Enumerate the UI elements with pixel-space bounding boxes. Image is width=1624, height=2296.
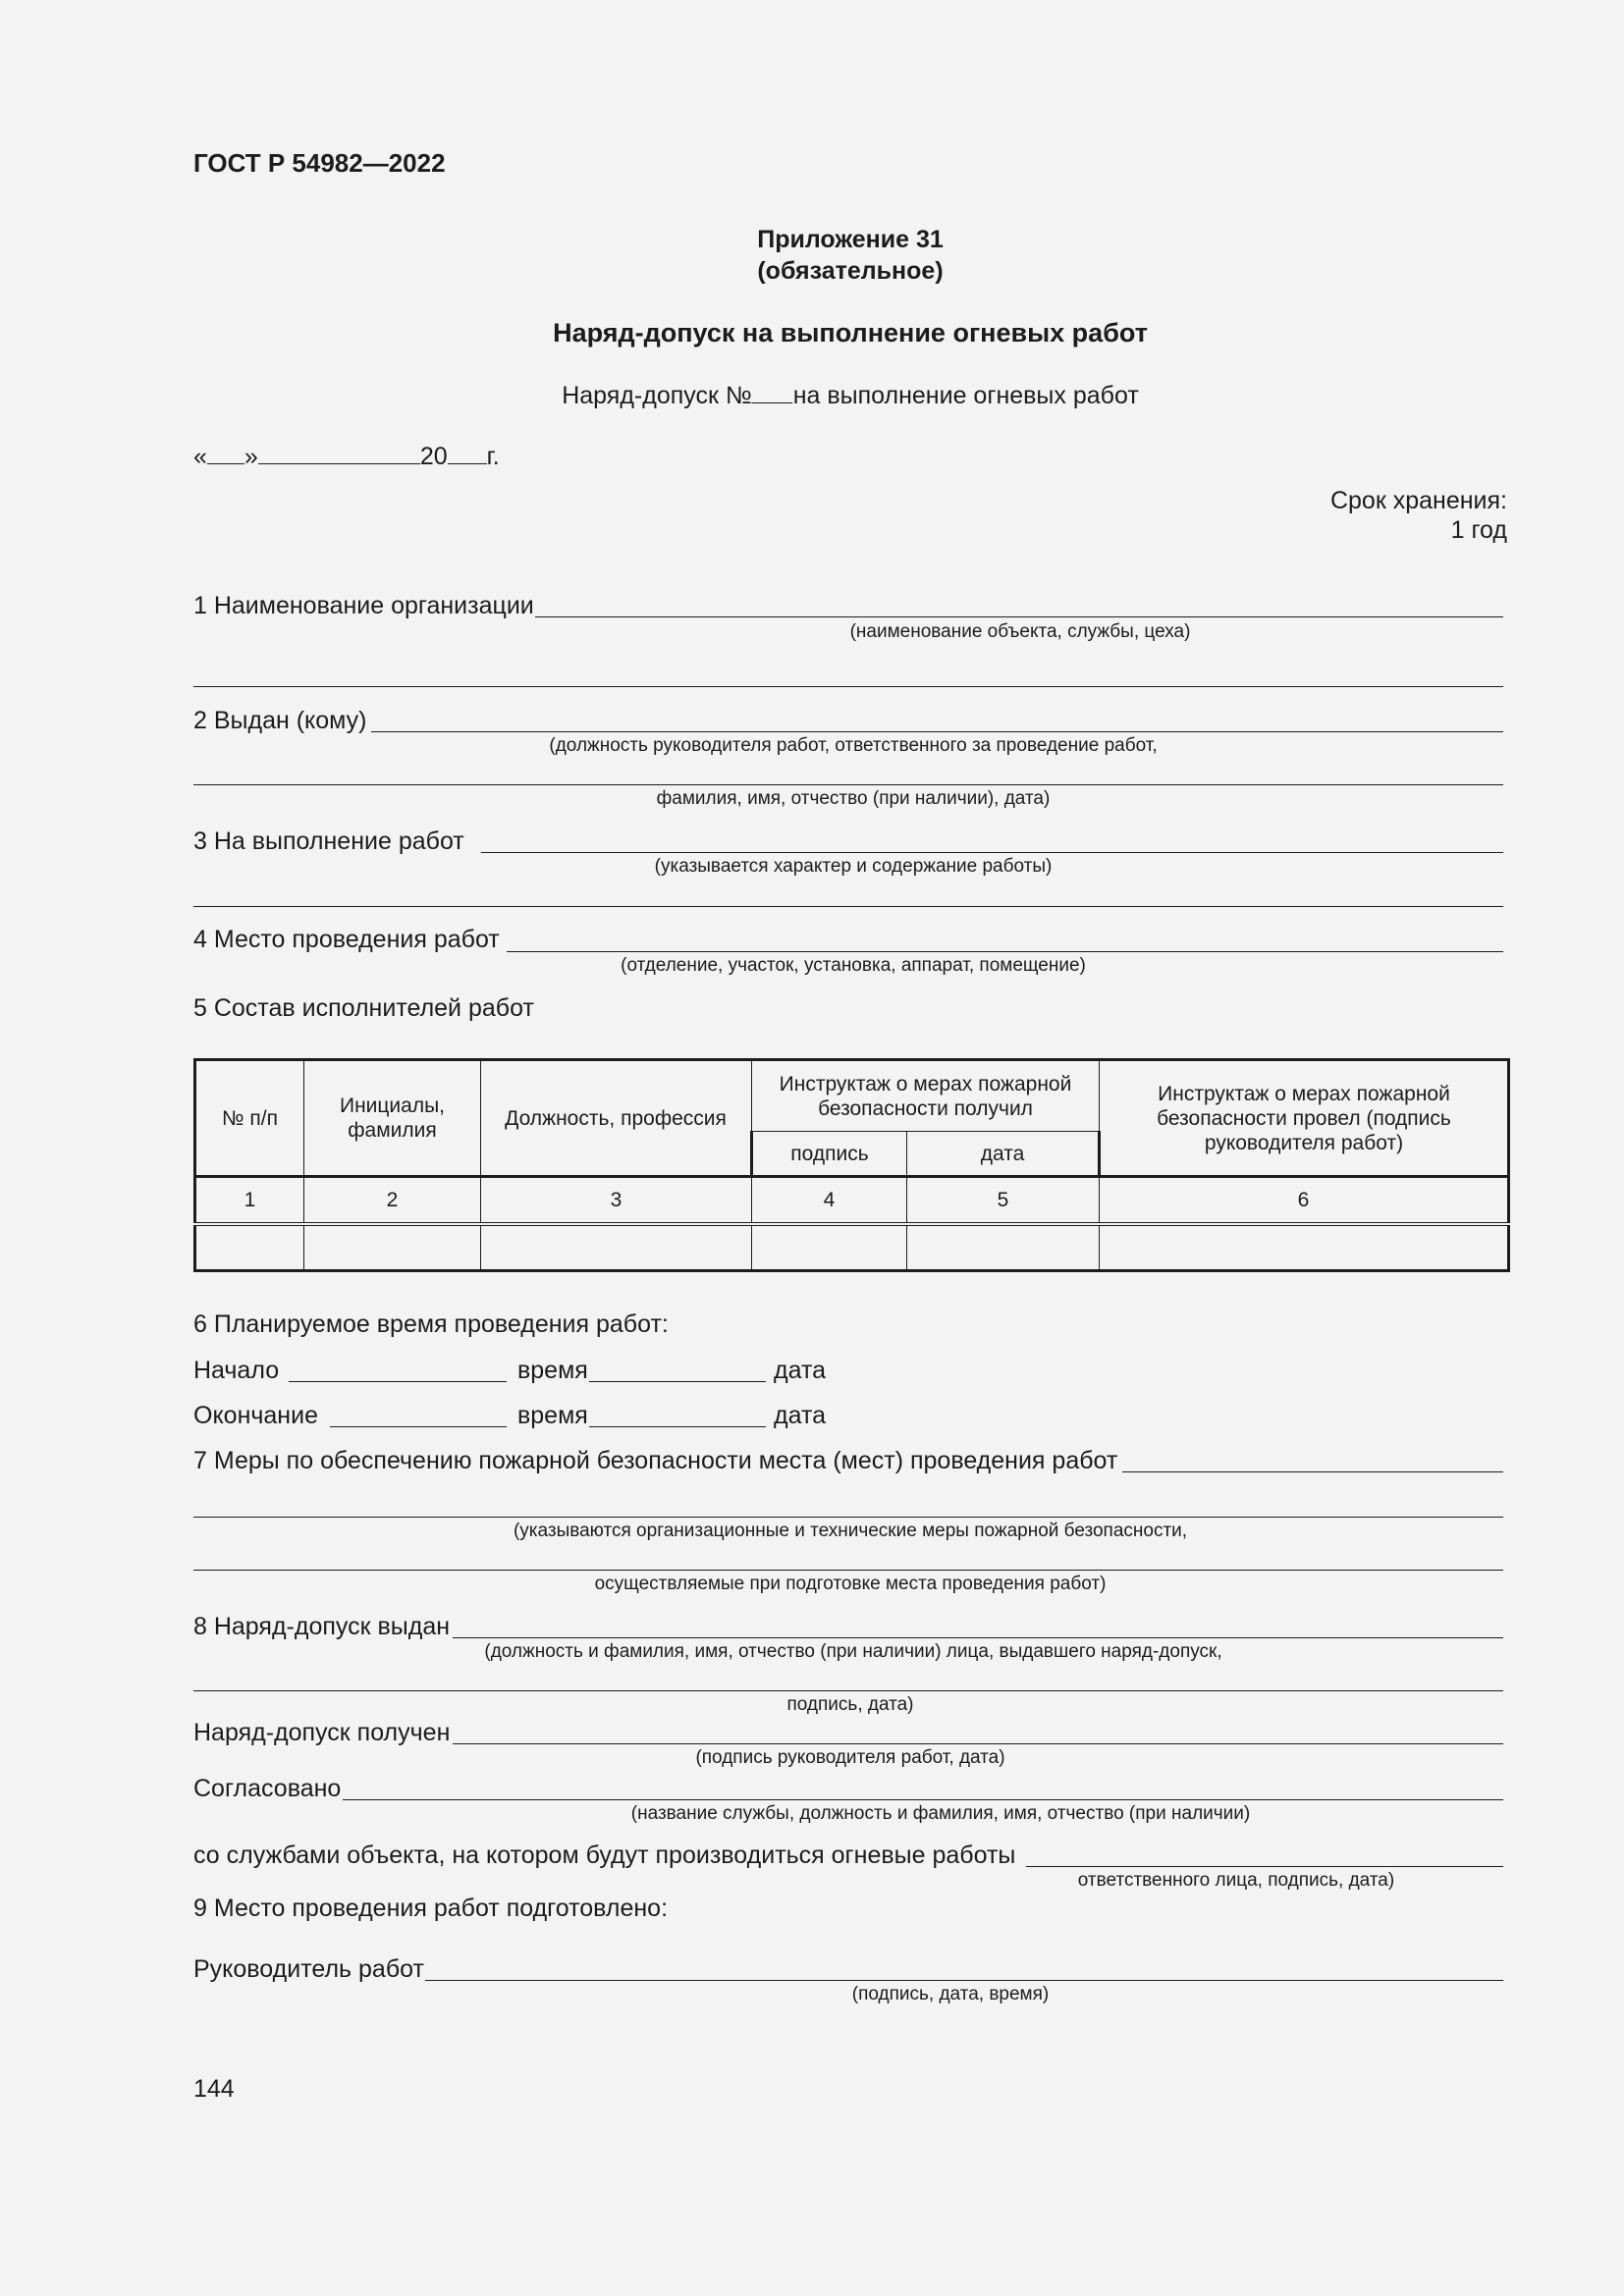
place-label: 4 Место проведения работ [193,926,500,953]
col-number-4: 4 [752,1177,907,1224]
col-number-2: 2 [304,1177,481,1224]
end-time-field[interactable] [330,1426,507,1427]
year-suffix: г. [486,443,500,470]
services-label: со службами объекта, на котором будут производиться огневые работы [193,1842,1016,1869]
prepared-label: 9 Место проведения работ подготовлено: [193,1895,669,1922]
appendix-status: (обязательное) [757,257,944,285]
month-field[interactable] [258,442,420,464]
th-initials: Инициалы, фамилия [304,1060,481,1177]
measures-label: 7 Меры по обеспечению пожарной безопасности места (мест) проведения работ [193,1447,1118,1474]
measures-hint2: осуществляемые при подготовке места проведения работ) [594,1574,1107,1594]
start-time-label: время [517,1357,588,1384]
end-date-field[interactable] [589,1426,766,1427]
received-label: Наряд-допуск получен [193,1719,451,1746]
col-number-3: 3 [481,1177,752,1224]
issued-to-field-cont[interactable] [193,784,1503,785]
organization-label: 1 Наименование организации [193,592,534,619]
measures-field-cont2[interactable] [193,1570,1503,1571]
end-label: Окончание [193,1402,318,1429]
work-label: 3 На выполнение работ [193,828,464,855]
services-hint: ответственного лица, подпись, дата) [1077,1870,1395,1891]
th-signature: подпись [752,1132,907,1177]
work-field[interactable] [481,852,1503,853]
permit-number-field[interactable] [752,381,793,403]
issued-label: 8 Наряд-допуск выдан [193,1613,451,1640]
agreed-field[interactable] [343,1799,1503,1800]
measures-field[interactable] [1122,1471,1503,1472]
issued-to-hint2: фамилия, имя, отчество (при наличии), дата) [656,788,1051,809]
issued-field-cont[interactable] [193,1690,1503,1691]
th-briefing-received: Инструктаж о мерах пожарной безопасности получил [752,1060,1100,1132]
day-field[interactable] [207,442,244,464]
date-line [193,442,500,471]
year-field[interactable] [448,442,487,464]
cell-signature[interactable] [752,1224,907,1271]
manager-label: Руководитель работ [193,1955,424,1983]
th-number: № п/п [195,1060,304,1177]
received-hint: (подпись руководителя работ, дата) [695,1747,1005,1768]
organization-hint: (наименование объекта, службы, цеха) [849,621,1191,642]
measures-hint1: (указываются организационные и технические меры пожарной безопасности, [513,1521,1188,1541]
work-hint: (указывается характер и содержание работы) [654,856,1053,877]
quote-close: » [244,443,258,470]
col-number-6: 6 [1100,1177,1509,1224]
organization-field[interactable] [535,616,1503,617]
col-number-5: 5 [907,1177,1100,1224]
quote-open: « [193,443,207,470]
manager-hint: (подпись, дата, время) [851,1984,1050,2004]
issued-field[interactable] [453,1637,1503,1638]
page-number: 144 [193,2075,235,2103]
place-hint: (отделение, участок, установка, аппарат, помещение) [621,955,1086,976]
place-field[interactable] [507,951,1503,952]
retention-value: 1 год [1450,516,1507,544]
end-date-label: дата [774,1402,827,1429]
schedule-label: 6 Планируемое время проведения работ: [193,1310,669,1338]
document-subtitle [562,381,1139,410]
start-date-label: дата [774,1357,827,1384]
subtitle-prefix: Наряд-допуск № [562,382,752,409]
manager-field[interactable] [425,1980,1503,1981]
start-label: Начало [193,1357,280,1384]
start-time-field[interactable] [289,1381,507,1382]
received-field[interactable] [453,1743,1503,1744]
appendix-number: Приложение 31 [757,226,944,253]
cell-conducted[interactable] [1100,1224,1509,1271]
issued-hint2: подпись, дата) [786,1694,914,1715]
cell-position[interactable] [481,1224,752,1271]
standard-code: ГОСТ Р 54982—2022 [193,148,446,178]
staff-label: 5 Состав исполнителей работ [193,994,534,1022]
th-position: Должность, профессия [481,1060,752,1177]
th-briefing-conducted: Инструктаж о мерах пожарной безопасности провел (подпись руководителя работ) [1100,1060,1509,1177]
agreed-label: Согласовано [193,1775,342,1802]
cell-initials[interactable] [304,1224,481,1271]
document-title: Наряд-допуск на выполнение огневых работ [553,318,1148,347]
year-century: 20 [419,443,448,470]
retention-label: Срок хранения: [1329,487,1507,514]
issued-to-label: 2 Выдан (кому) [193,707,367,734]
col-number-1: 1 [195,1177,304,1224]
issued-hint1: (должность и фамилия, имя, отчество (при наличии) лица, выдавшего наряд-допуск, [484,1641,1222,1662]
work-field-cont[interactable] [193,906,1503,907]
end-time-label: время [517,1402,588,1429]
staff-table [193,1058,1510,1272]
measures-field-cont[interactable] [193,1517,1503,1518]
cell-number[interactable] [195,1224,304,1271]
subtitle-suffix: на выполнение огневых работ [792,382,1139,409]
agreed-hint: (название службы, должность и фамилия, имя, отчество (при наличии) [630,1803,1251,1824]
organization-field-cont[interactable] [193,686,1503,687]
cell-date[interactable] [907,1224,1100,1271]
start-date-field[interactable] [589,1381,766,1382]
th-date: дата [907,1132,1100,1177]
services-field[interactable] [1026,1866,1503,1867]
issued-to-hint1: (должность руководителя работ, ответственного за проведение работ, [549,735,1158,756]
issued-to-field[interactable] [371,731,1503,732]
